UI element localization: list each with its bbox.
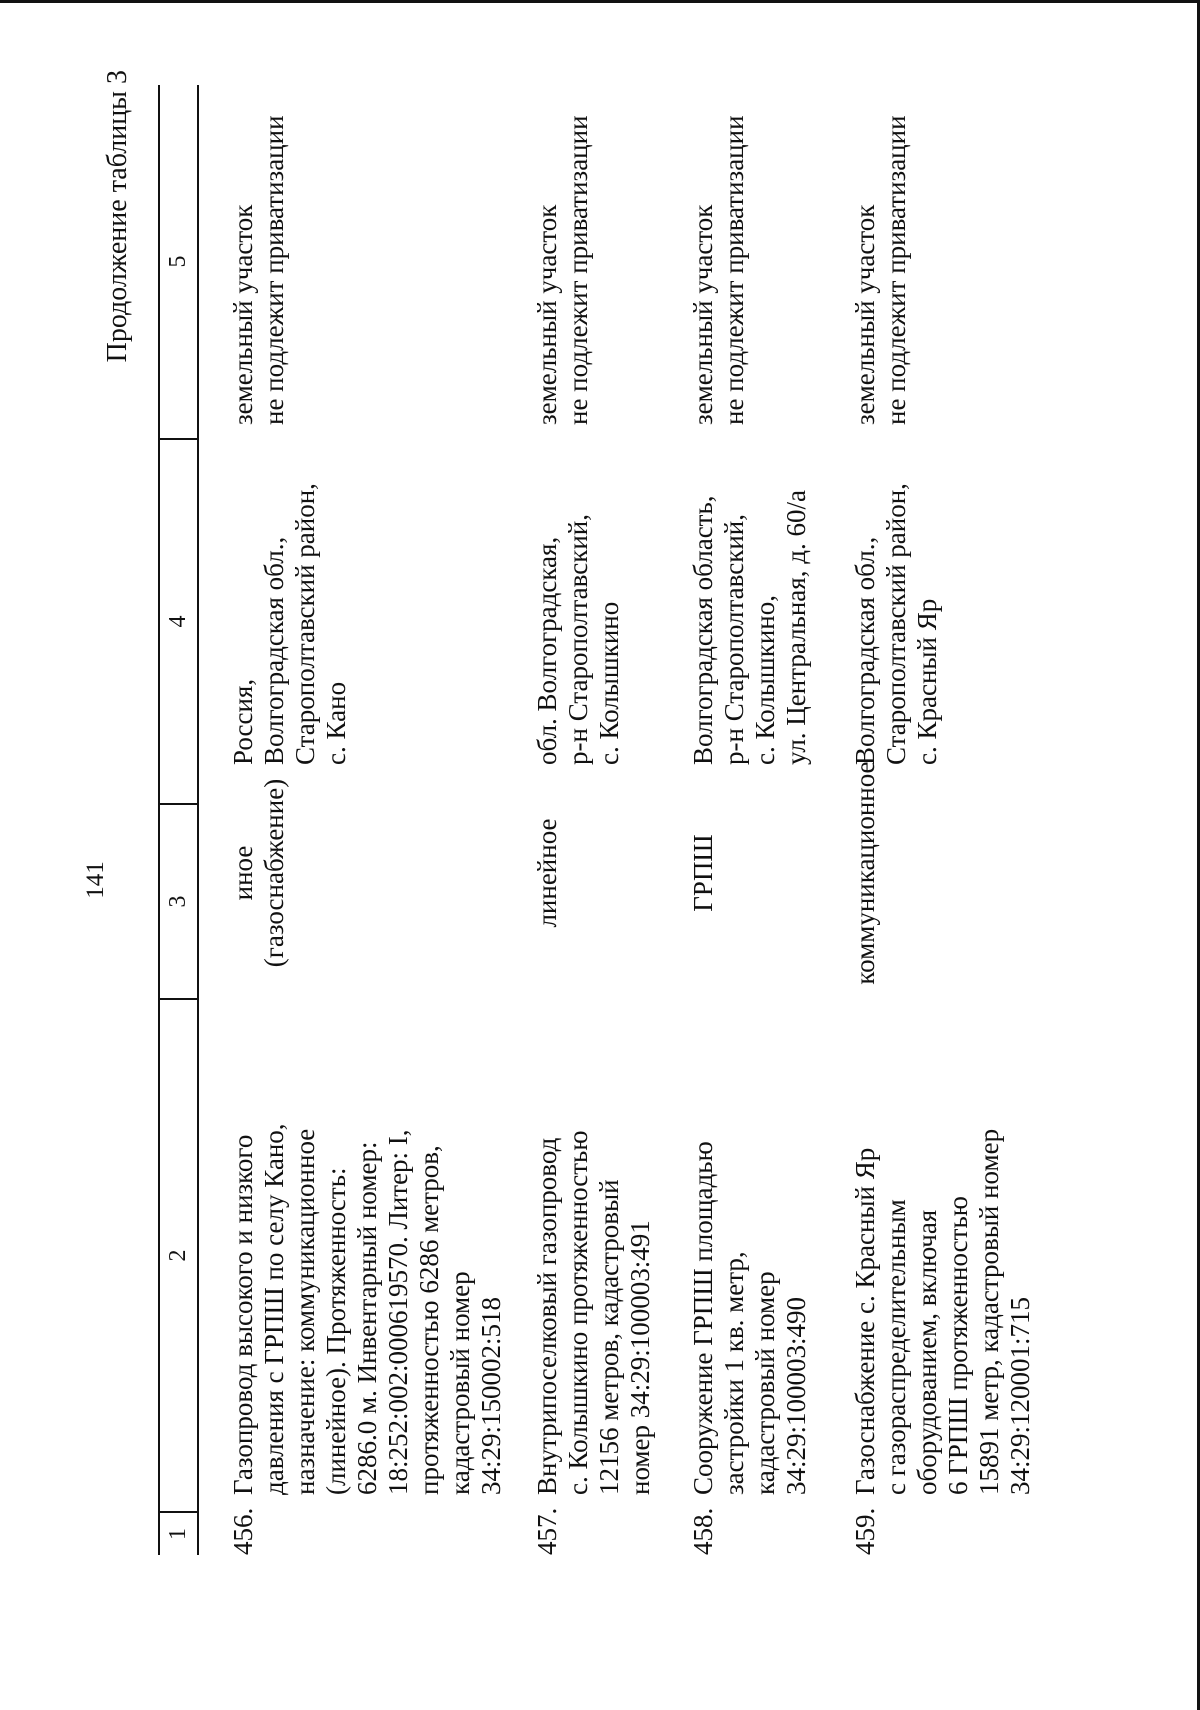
row-456-note: земельный участок не подлежит приватизации xyxy=(228,115,289,425)
row-457-address: обл. Волгоградская, р-н Старополтавский, с. Колышкино xyxy=(532,514,624,765)
row-458-number: 458. xyxy=(688,1507,718,1555)
row-456-type: иное (газоснабжение) xyxy=(228,778,289,968)
column-header-2: 2 xyxy=(165,1249,191,1262)
row-459-name: Газоснабжение с. Красный Яр с газораспределительным оборудованием, включая 6 ГРПШ протяженностью 15891 метр, кадастровый номер 34:29:120001:715 xyxy=(850,1128,1035,1495)
page-number: 141 xyxy=(82,861,109,899)
row-458-address: Волгоградская область, р-н Старополтавский, с. Колышкино, ул. Центральная, д. 60/а xyxy=(688,490,811,765)
table-header-rule xyxy=(197,85,199,1555)
row-459-address: Волгоградская обл., Старополтавский район, с. Красный Яр xyxy=(850,483,942,765)
row-458-name: Сооружение ГРПШ площадью застройки 1 кв. метр, кадастровый номер 34:29:100003:490 xyxy=(688,1141,811,1495)
row-457-note: земельный участок не подлежит приватизации xyxy=(532,115,593,425)
row-458-type: ГРПШ xyxy=(688,834,718,912)
row-459-number: 459. xyxy=(850,1507,880,1555)
row-457-name: Внутрипоселковый газопровод с. Колышкино протяженностью 12156 метров, кадастровый номер 34:29:100003:491 xyxy=(532,1130,655,1495)
row-459-note: земельный участок не подлежит приватизации xyxy=(850,115,911,425)
column-header-1: 1 xyxy=(165,1528,191,1540)
row-456-address: Россия, Волгоградская обл., Старополтавский район, с. Кано xyxy=(228,483,351,765)
column-header-4: 4 xyxy=(165,615,191,628)
row-458-note: земельный участок не подлежит приватизации xyxy=(688,115,749,425)
row-457-number: 457. xyxy=(532,1507,562,1555)
row-459-type: коммуникационное xyxy=(850,761,880,985)
row-456-name: Газопровод высокого и низкого давления с ГРПШ по селу Кано, назначение: коммуникационное (линейное). Протяженность: 6286.0 м. Инвентарный номер: 18:252:002:000619570. Литер: I, протяженностью 6286 метров, кадастровый номер 34:29:150002:518 xyxy=(228,1123,506,1495)
row-456-number: 456. xyxy=(228,1507,258,1555)
row-457-type: линейное xyxy=(532,818,562,928)
column-header-5: 5 xyxy=(165,255,191,268)
column-header-3: 3 xyxy=(165,895,191,908)
table-caption: Продолжение таблицы 3 xyxy=(102,70,133,363)
